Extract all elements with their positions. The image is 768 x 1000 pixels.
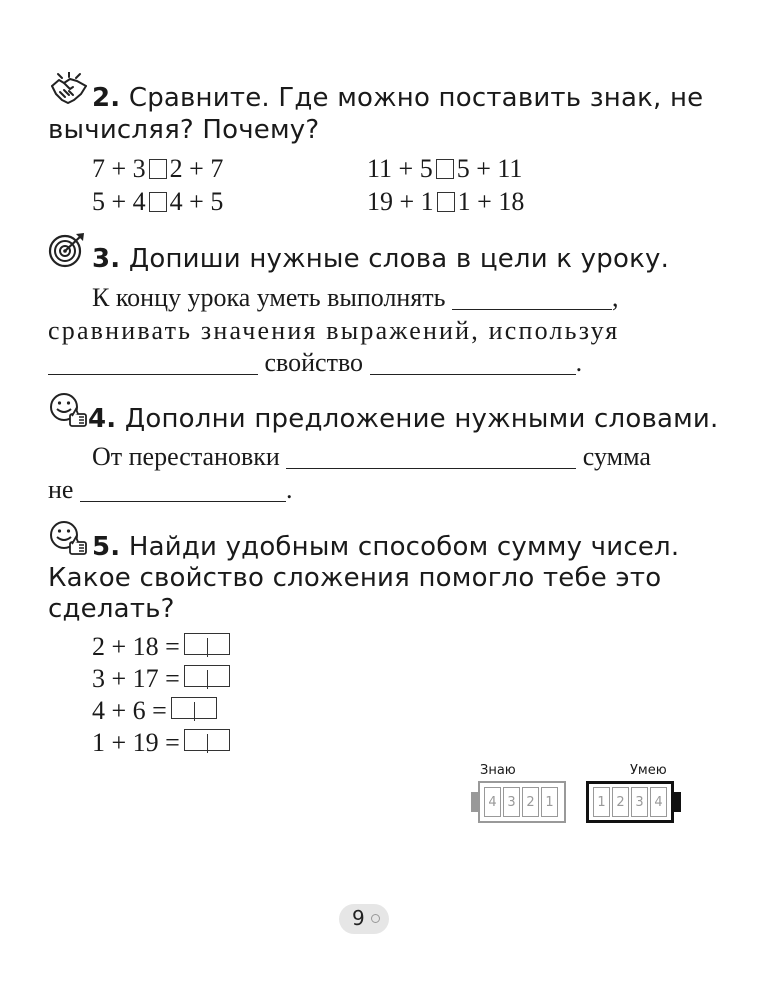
task2-heading bbox=[92, 83, 703, 113]
task3-line1 bbox=[92, 283, 619, 313]
answer-box[interactable] bbox=[171, 697, 217, 719]
know-cell[interactable]: 3 bbox=[503, 787, 520, 817]
task3-heading bbox=[92, 244, 669, 274]
task5-text-line1: Найди удобным способом сумму чисел. bbox=[128, 532, 680, 562]
smiley-thumbs-up-icon bbox=[48, 392, 88, 428]
sum-row bbox=[92, 664, 230, 694]
expression: 3 + 17 = bbox=[92, 664, 180, 693]
compare-box[interactable] bbox=[149, 159, 167, 179]
expression: 19 + 1 bbox=[367, 187, 434, 216]
text: не bbox=[48, 475, 74, 504]
sum-row bbox=[92, 696, 217, 726]
compare-box[interactable] bbox=[149, 192, 167, 212]
text: . bbox=[575, 348, 583, 377]
can-cell[interactable]: 4 bbox=[650, 787, 667, 817]
expression: 1 + 18 bbox=[457, 187, 525, 216]
text: свойство bbox=[264, 348, 364, 377]
text: , bbox=[612, 283, 619, 312]
answer-blank[interactable] bbox=[286, 448, 576, 469]
task5-text-line3: сделать? bbox=[48, 594, 175, 624]
know-cell[interactable]: 2 bbox=[522, 787, 539, 817]
text: От перестановки bbox=[92, 442, 280, 471]
page-number-pill bbox=[339, 904, 389, 934]
expression: 1 + 19 = bbox=[92, 728, 180, 757]
task3-line3 bbox=[48, 348, 582, 378]
expression: 2 + 18 = bbox=[92, 632, 180, 661]
expression: 4 + 6 = bbox=[92, 696, 167, 725]
answer-box[interactable] bbox=[184, 633, 230, 655]
know-cell[interactable]: 1 bbox=[541, 787, 558, 817]
page-number: 9 bbox=[352, 906, 365, 930]
can-cell[interactable]: 2 bbox=[612, 787, 629, 817]
answer-blank[interactable] bbox=[452, 289, 612, 310]
text: сумма bbox=[582, 442, 651, 471]
compare-row-2-right bbox=[367, 187, 524, 217]
task5-text-line2: Какое свойство сложения помогло тебе это bbox=[48, 563, 662, 593]
compare-box[interactable] bbox=[437, 192, 455, 212]
know-battery-tip bbox=[471, 792, 479, 812]
task5-number: 5. bbox=[92, 532, 121, 562]
task3-title: Допиши нужные слова в цели к уроку. bbox=[128, 244, 670, 274]
expression: 11 + 5 bbox=[367, 154, 433, 183]
know-label: Знаю bbox=[480, 763, 516, 778]
answer-box[interactable] bbox=[184, 665, 230, 687]
answer-box[interactable] bbox=[184, 729, 230, 751]
sum-row bbox=[92, 632, 230, 662]
expression: 4 + 5 bbox=[169, 187, 224, 216]
expression: 7 + 3 bbox=[92, 154, 146, 183]
compare-row-1-right bbox=[367, 154, 522, 184]
task3-number: 3. bbox=[92, 244, 121, 274]
task2-number: 2. bbox=[92, 83, 121, 113]
task2-text-line2: вычисляя? Почему? bbox=[48, 115, 320, 145]
task4-heading bbox=[88, 404, 719, 434]
compare-row-2-left bbox=[92, 187, 223, 217]
task4-title: Дополни предложение нужными словами. bbox=[124, 404, 719, 434]
answer-blank[interactable] bbox=[370, 354, 576, 375]
text: К концу урока уметь выполнять bbox=[92, 283, 446, 312]
expression: 2 + 7 bbox=[169, 154, 224, 183]
know-cell[interactable]: 4 bbox=[484, 787, 501, 817]
target-icon bbox=[48, 232, 86, 268]
task5-heading bbox=[92, 532, 679, 562]
compare-row-1-left bbox=[92, 154, 223, 184]
task2-text-line1: Сравните. Где можно поставить знак, не bbox=[128, 83, 704, 113]
text: . bbox=[285, 475, 293, 504]
expression: 5 + 11 bbox=[456, 154, 523, 183]
can-battery-tip bbox=[673, 792, 681, 812]
task4-line2 bbox=[48, 475, 292, 505]
handshake-icon bbox=[50, 72, 88, 106]
compare-box[interactable] bbox=[436, 159, 454, 179]
can-cell[interactable]: 3 bbox=[631, 787, 648, 817]
task4-number: 4. bbox=[88, 404, 117, 434]
task3-line2: сравнивать значения выражений, используя bbox=[48, 316, 620, 345]
answer-blank[interactable] bbox=[48, 354, 258, 375]
circle-icon bbox=[371, 914, 380, 923]
can-label: Умею bbox=[630, 763, 667, 778]
sum-row bbox=[92, 728, 230, 758]
can-cell[interactable]: 1 bbox=[593, 787, 610, 817]
answer-blank[interactable] bbox=[80, 481, 286, 502]
task4-line1 bbox=[92, 442, 651, 472]
expression: 5 + 4 bbox=[92, 187, 146, 216]
smiley-thumbs-up-icon bbox=[48, 520, 88, 556]
